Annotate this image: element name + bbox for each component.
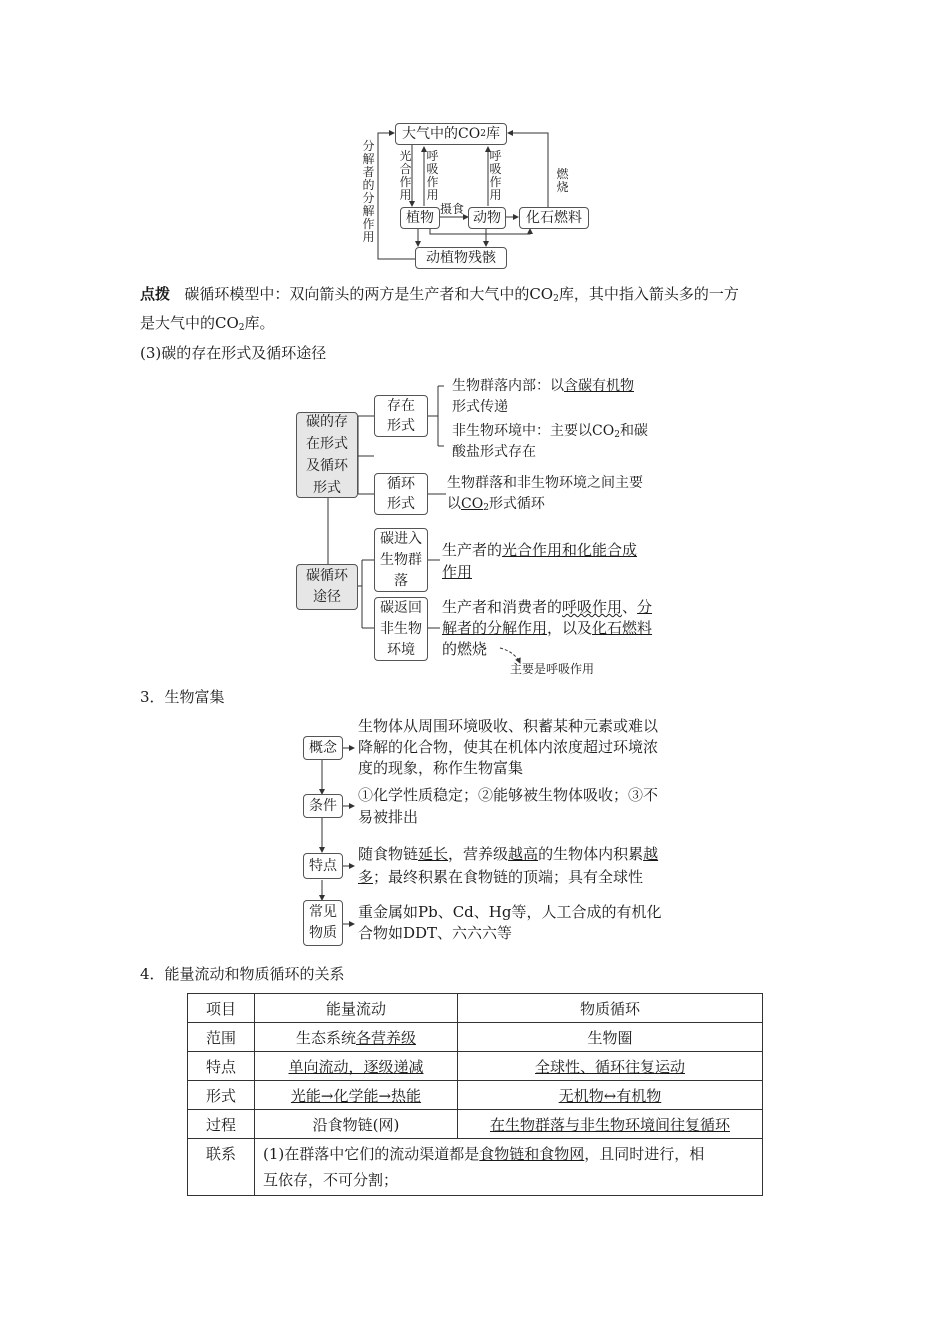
link-u: 食物链和食物网 bbox=[479, 1145, 585, 1163]
feature-text bbox=[358, 843, 660, 889]
feature-c: 的生物体内积累 bbox=[538, 845, 644, 863]
exist-1a: 生物群落内部：以 bbox=[452, 378, 564, 394]
row-matter-u: 在生物群落与非生物环境间往复循环 bbox=[489, 1115, 730, 1134]
row-item: 特点 bbox=[188, 1052, 255, 1081]
root-pathway-box: 碳循环途径 bbox=[296, 564, 358, 610]
feature-u2: 越高 bbox=[508, 845, 539, 863]
return-text bbox=[442, 597, 652, 660]
header-matter: 物质循环 bbox=[458, 994, 763, 1023]
header-energy: 能量流动 bbox=[255, 994, 458, 1023]
table-header-row bbox=[188, 994, 763, 1023]
link-a: (1)在群落中它们的流动渠道都是 bbox=[263, 1145, 480, 1163]
return-environment-box: 碳返回非生物环境 bbox=[374, 597, 428, 661]
row-energy bbox=[255, 1052, 458, 1081]
tip-line1-b: 库，其中指入箭头多的一方 bbox=[558, 285, 739, 303]
return-u4: 化石燃料 bbox=[592, 619, 653, 637]
row-energy-u: 光能→化学能→热能 bbox=[290, 1086, 422, 1105]
row-matter-u: 全球性、循环往复运动 bbox=[534, 1057, 685, 1076]
row-matter bbox=[458, 1052, 763, 1081]
respiration-note: 主要是呼吸作用 bbox=[510, 662, 595, 676]
remains-box: 动植物残骸 bbox=[415, 247, 507, 269]
enter-a: 生产者的 bbox=[442, 541, 503, 559]
row-energy bbox=[255, 1023, 458, 1052]
row-item: 过程 bbox=[188, 1110, 255, 1139]
return-c: ，以及 bbox=[547, 619, 593, 637]
row-item: 形式 bbox=[188, 1081, 255, 1110]
link-c: 互依存，不可分割； bbox=[263, 1171, 399, 1189]
relation-table bbox=[187, 993, 763, 1196]
tip-line2-b: 库。 bbox=[244, 314, 275, 332]
section4-heading: 4．能量流动和物质循环的关系 bbox=[140, 965, 345, 983]
section3-heading: (3)碳的存在形式及循环途径 bbox=[140, 344, 327, 362]
table-row bbox=[188, 1081, 763, 1110]
feature-u3: 越多 bbox=[358, 845, 659, 886]
return-u1: 呼吸作用 bbox=[562, 598, 623, 616]
return-a: 生产者和消费者的 bbox=[442, 598, 563, 616]
return-u2: 分 bbox=[637, 598, 653, 616]
photosynthesis-label: 光合作用 bbox=[399, 149, 412, 202]
combustion-label: 燃烧 bbox=[556, 167, 569, 194]
enter-community-box: 碳进入生物群落 bbox=[374, 528, 428, 592]
enter-text bbox=[442, 539, 637, 583]
section-bio-heading: 3．生物富集 bbox=[140, 688, 225, 706]
decomposer-label: 分解者的分解作用 bbox=[362, 139, 375, 244]
condition-text: ①化学性质稳定；②能够被生物体吸收；③不易被排出 bbox=[358, 786, 659, 826]
row-item: 范围 bbox=[188, 1023, 255, 1052]
table-row bbox=[188, 1023, 763, 1052]
atmosphere-tail: 库 bbox=[485, 125, 500, 142]
cycle-text bbox=[447, 473, 643, 515]
table-link-row bbox=[188, 1139, 763, 1196]
tip-line1-a: 碳循环模型中：双向箭头的两方是生产者和大气中的CO bbox=[184, 285, 554, 303]
cycle-bsub: 2 bbox=[483, 503, 489, 513]
cycle-bu bbox=[461, 496, 489, 512]
table-row bbox=[188, 1110, 763, 1139]
tip-label: 点拨 bbox=[140, 285, 171, 303]
cycle-a: 生物群落和非生物环境之间主要 bbox=[447, 475, 643, 491]
return-d: 的燃烧 bbox=[442, 640, 488, 658]
enter-u1: 光合作用和化能合成 bbox=[502, 541, 638, 559]
root-forms-box: 碳的存在形式及循环形式 bbox=[296, 412, 358, 498]
row-energy-a: 生态系统 bbox=[295, 1028, 356, 1047]
cycle-form-box: 循环形式 bbox=[374, 473, 428, 515]
exist-form-box: 存在形式 bbox=[374, 395, 428, 437]
tip-line-2 bbox=[140, 312, 275, 334]
row-energy: 沿食物链(网) bbox=[255, 1110, 458, 1139]
table-row bbox=[188, 1052, 763, 1081]
common-text-2: 合物如DDT、六六六等 bbox=[358, 924, 513, 942]
exist-2a: 非生物环境中：主要以CO bbox=[452, 423, 615, 439]
feature-b: ，营养级 bbox=[448, 845, 509, 863]
plant-respiration-label: 呼吸作用 bbox=[426, 149, 439, 202]
row-energy-u: 各营养级 bbox=[356, 1028, 417, 1047]
feature-u1: 延长 bbox=[418, 845, 449, 863]
exist-2c: 酸盐形式存在 bbox=[452, 444, 536, 460]
exist-1u: 含碳有机物 bbox=[564, 378, 634, 394]
exist-text-2 bbox=[452, 421, 648, 463]
tip-line2-sub: 2 bbox=[238, 323, 245, 333]
return-b: 、 bbox=[622, 598, 638, 616]
common-text bbox=[358, 902, 661, 944]
row-energy-u: 单向流动，逐级递减 bbox=[288, 1057, 424, 1076]
condition-box: 条件 bbox=[303, 794, 343, 818]
cycle-b1: 以 bbox=[447, 496, 461, 512]
tip-line1-sub: 2 bbox=[553, 294, 559, 304]
atmosphere-label: 大气中的CO bbox=[402, 125, 481, 142]
return-u3: 解者的分解作用 bbox=[442, 619, 548, 637]
row-matter bbox=[458, 1081, 763, 1110]
concept-box: 概念 bbox=[303, 736, 343, 760]
animal-respiration-label: 呼吸作用 bbox=[489, 149, 502, 202]
exist-2b: 和碳 bbox=[619, 423, 648, 439]
row-matter bbox=[458, 1110, 763, 1139]
feature-box: 特点 bbox=[303, 853, 343, 879]
feeding-label: 摄食 bbox=[440, 202, 465, 216]
tip-line2-a: 是大气中的CO bbox=[140, 314, 239, 332]
link-item: 联系 bbox=[188, 1139, 255, 1196]
concept-text: 生物体从周围环境吸收、积蓄某种元素或难以降解的化合物，使其在机体内浓度超过环境浓度的现象，称作生物富集 bbox=[358, 717, 659, 777]
exist-2sub: 2 bbox=[614, 430, 620, 440]
link-b: ，且同时进行，相 bbox=[584, 1145, 705, 1163]
atmosphere-co2-box: 大气中的CO 2 库 bbox=[395, 123, 507, 145]
feature-d: ；最终积累在食物链的顶端；具有全球性 bbox=[373, 868, 644, 886]
row-energy bbox=[255, 1081, 458, 1110]
cycle-b2: 形式循环 bbox=[488, 496, 545, 512]
row-matter-u: 无机物↔有机物 bbox=[558, 1086, 662, 1105]
cycle-bu-text: CO bbox=[461, 496, 484, 512]
common-substance-box: 常见物质 bbox=[303, 900, 343, 946]
feature-a: 随食物链 bbox=[358, 845, 419, 863]
fossil-fuel-box: 化石燃料 bbox=[519, 207, 589, 229]
common-text-1: 重金属如Pb、Cd、Hg等，人工合成的有机化 bbox=[358, 903, 662, 921]
row-matter: 生物圈 bbox=[458, 1023, 763, 1052]
animal-box: 动物 bbox=[468, 207, 506, 229]
tip-line-1 bbox=[140, 283, 739, 305]
enter-u2: 作用 bbox=[442, 563, 473, 581]
header-item: 项目 bbox=[188, 994, 255, 1023]
exist-text-1 bbox=[452, 376, 634, 418]
plant-box: 植物 bbox=[400, 207, 440, 229]
link-text bbox=[255, 1139, 763, 1196]
exist-1b: 形式传递 bbox=[452, 399, 508, 415]
